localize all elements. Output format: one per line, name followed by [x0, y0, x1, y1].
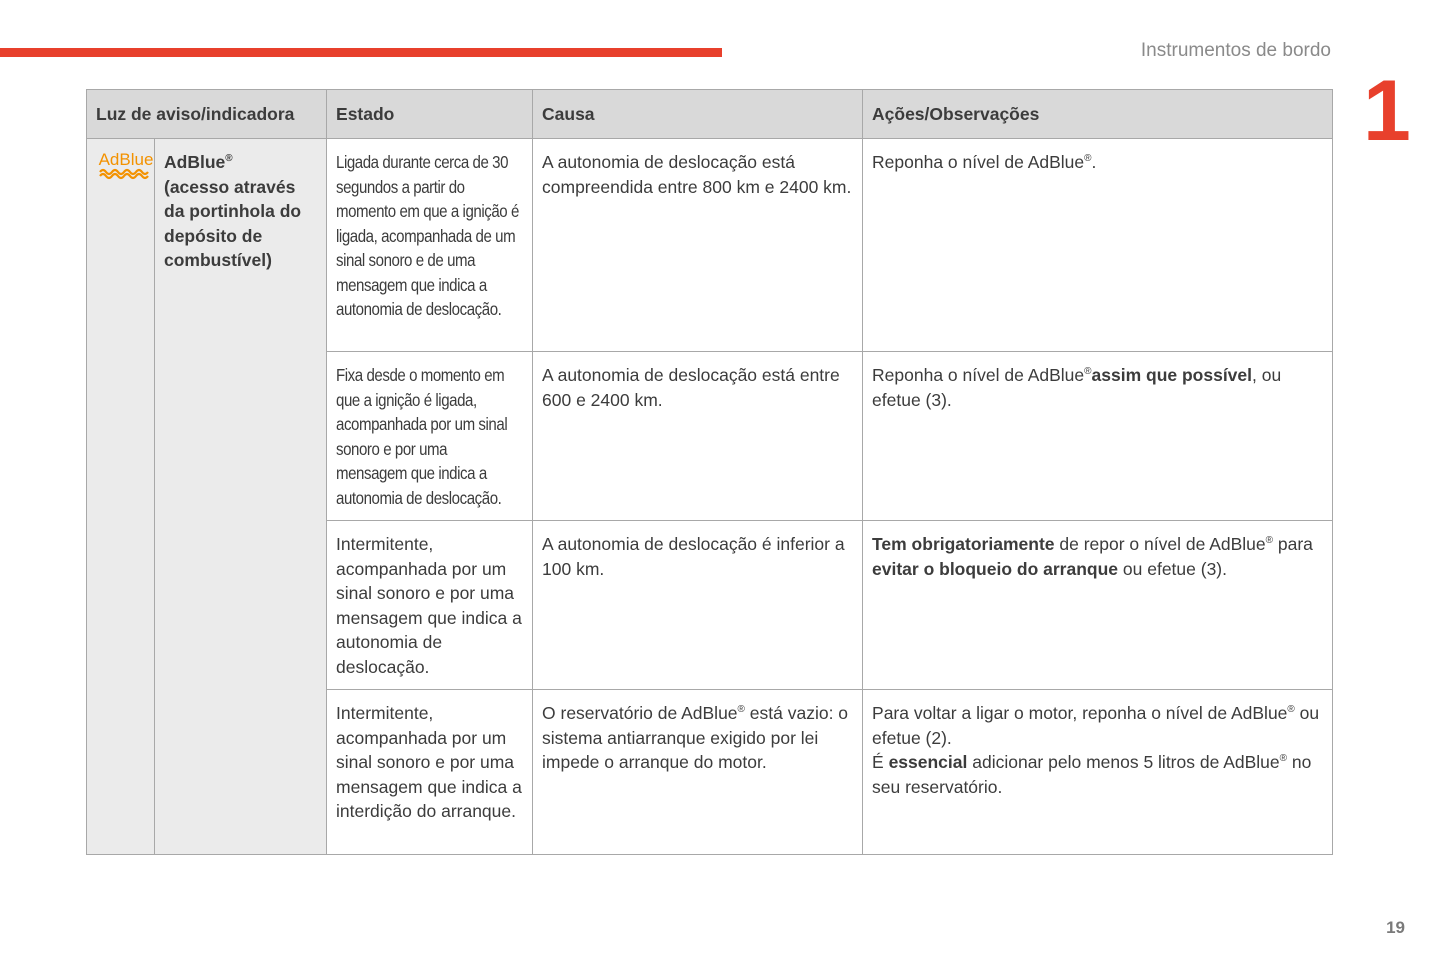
acoes-text: de repor o nível de AdBlue	[1054, 534, 1266, 554]
acoes-emphasis: assim que possível	[1091, 365, 1253, 385]
acoes-emphasis: essencial	[888, 752, 968, 772]
acoes-cell	[863, 690, 1333, 855]
acoes-text: para	[1273, 534, 1313, 554]
table-header-row	[87, 90, 1333, 139]
registered-mark: ®	[737, 704, 745, 716]
adblue-logo-text: AdBlue	[98, 150, 154, 169]
acoes-text: Reponha o nível de AdBlue	[872, 365, 1085, 385]
acoes-emphasis: Tem obrigatoriamente	[872, 534, 1055, 554]
causa-cell: A autonomia de deslocação está compreendida entre 800 km e 2400 km.	[533, 139, 863, 352]
section-title: Instrumentos de bordo	[1140, 40, 1331, 61]
causa-text: está vazio: o sistema antiarranque exigido por lei impede o arranque do motor.	[542, 703, 849, 772]
causa-cell: A autonomia de deslocação está entre 600 e 2400 km.	[533, 352, 863, 521]
acoes-cell	[863, 352, 1333, 521]
acoes-text: Para voltar a ligar o motor, reponha o nível de AdBlue	[872, 703, 1288, 723]
estado-text: Ligada durante cerca de 30 segundos a partir do momento em que a ignição é ligada, acompanhada de um sinal sonoro e de uma mensagem que indica a autonomia de deslocação.	[336, 152, 519, 319]
acoes-text: Reponha o nível de AdBlue	[872, 152, 1085, 172]
registered-mark: ®	[1279, 753, 1288, 765]
page-number: 19	[1386, 918, 1405, 937]
causa-text: O reservatório de AdBlue	[542, 703, 738, 723]
column-header-luz: Luz de aviso/indicadora	[87, 90, 327, 139]
acoes-cell	[863, 521, 1333, 690]
registered-mark: ®	[1265, 535, 1274, 547]
table-row	[87, 139, 1333, 352]
warning-lights-table	[86, 89, 1333, 855]
registered-mark: ®	[225, 153, 233, 165]
acoes-text: ou efetue (2).	[872, 703, 1320, 748]
acoes-cell	[863, 139, 1333, 352]
registered-mark: ®	[1084, 366, 1092, 378]
estado-cell	[327, 352, 533, 521]
acoes-text: adicionar pelo menos 5 litros de AdBlue	[967, 752, 1280, 772]
indicator-icon-cell	[87, 139, 155, 855]
estado-cell: Intermitente, acompanhada por um sinal sonoro e por uma mensagem que indica a interdição do arranque.	[327, 690, 533, 855]
causa-cell	[533, 690, 863, 855]
acoes-text: , ou efetue (3).	[872, 365, 1282, 410]
acoes-text: no seu reservatório.	[872, 752, 1312, 797]
causa-cell: A autonomia de deslocação é inferior a 100 km.	[533, 521, 863, 690]
indicator-name: AdBlue	[164, 152, 226, 172]
indicator-name-detail: (acesso através da portinhola do depósito de combustível)	[164, 176, 302, 270]
estado-cell: Intermitente, acompanhada por um sinal sonoro e por uma mensagem que indica a autonomia de deslocação.	[327, 521, 533, 690]
indicator-name-cell	[155, 139, 327, 855]
registered-mark: ®	[1084, 153, 1092, 165]
estado-cell	[327, 139, 533, 352]
registered-mark: ®	[1287, 704, 1295, 716]
chapter-number: 1	[1363, 63, 1411, 159]
acoes-emphasis: evitar o bloqueio do arranque	[872, 558, 1119, 579]
acoes-text: ou efetue (3).	[1118, 558, 1227, 579]
adblue-warning-icon	[96, 150, 156, 180]
acoes-text: É	[872, 752, 889, 772]
column-header-estado: Estado	[327, 90, 533, 139]
column-header-acoes: Ações/Observações	[863, 90, 1333, 139]
acoes-text: .	[1091, 152, 1097, 172]
estado-text: Fixa desde o momento em que a ignição é ligada, acompanhada por um sinal sonoro e por uma mensagem que indica a autonomia de deslocação.	[336, 365, 508, 508]
column-header-causa: Causa	[533, 90, 863, 139]
header-accent-bar	[0, 48, 722, 57]
